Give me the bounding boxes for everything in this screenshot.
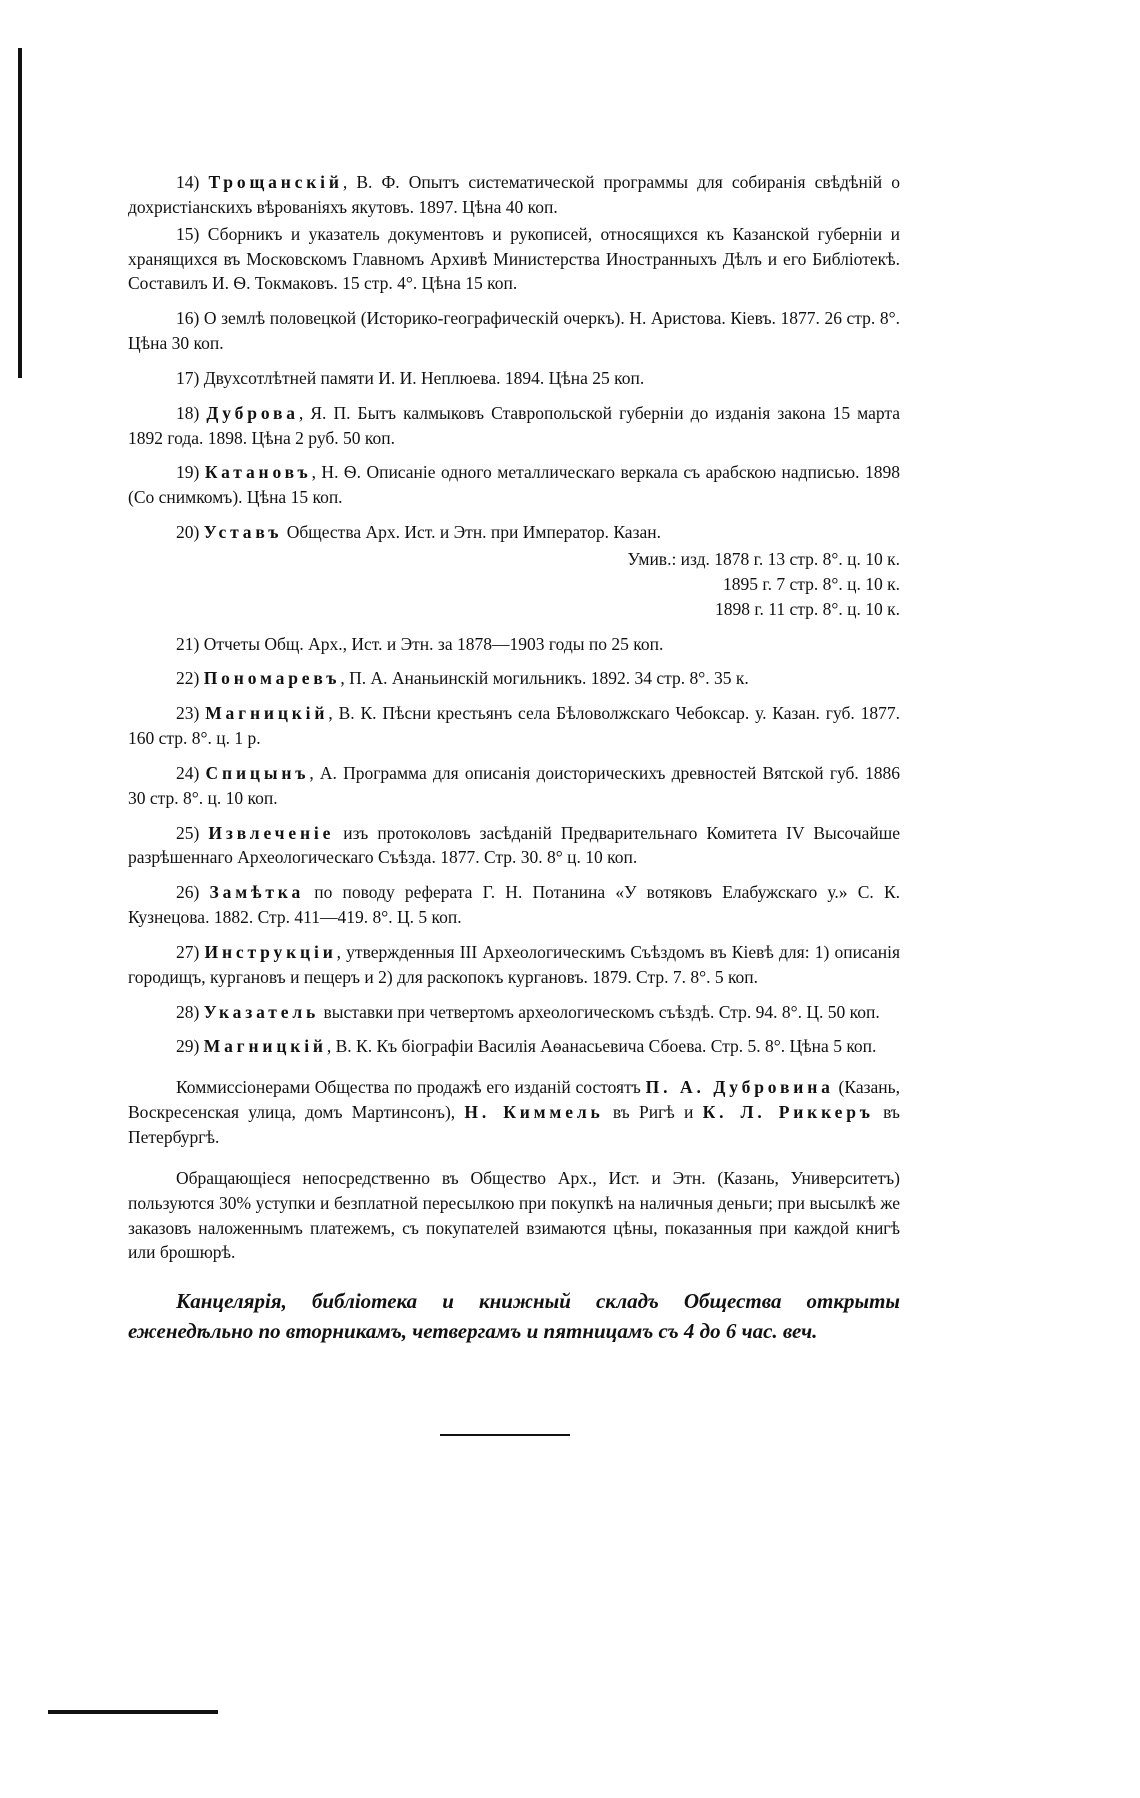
entry-21: 21) Отчеты Общ. Арх., Ист. и Этн. за 1878—1903 годы по 25 коп.	[176, 633, 664, 654]
price-line: 1895 г. 7 стр. 8°. ц. 10 к.	[723, 573, 900, 594]
entry-25: 25) Извлеченіе изъ протоколовъ засѣданій Предварительнаго Комитета IV Высочайше разрѣшеннаго Археологическаго Съѣзда. 1877. Стр. 30. 8° ц. 10 коп.	[128, 822, 900, 868]
commission-agents-note: Коммиссіонерами Общества по продажѣ его изданій состоятъ П. А. Дубровина (Казань, Воскресенская улица, домъ Мартинсонъ), Н. Киммель въ Ригѣ и К. Л. Риккеръ въ Петербургѣ.	[128, 1077, 900, 1147]
entry-29: 29) Магницкій, В. К. Къ біографіи Василія Аѳанасьевича Сбоева. Стр. 5. 8°. Цѣна 5 коп.	[176, 1036, 877, 1057]
office-hours-note: Канцелярія, библіотека и книжный складъ Общества открыты еженедѣльно по вторникамъ, четвергамъ и пятницамъ съ 4 до 6 час. веч.	[128, 1289, 900, 1343]
entry-19: 19) Катановъ, Н. Ѳ. Описаніе одного металлическаго веркала съ арабскою надписью. 1898 (Со снимкомъ). Цѣна 15 коп.	[128, 462, 900, 508]
entry-24: 24) Спицынъ, А. Программа для описанія доисторическихъ древностей Вятской губ. 1886 30 стр. 8°. ц. 10 коп.	[128, 762, 901, 808]
ustav-price-list	[128, 547, 900, 622]
entry-15: 15) Сборникъ и указатель документовъ и рукописей, относящихся къ Казанской губерніи и хранящихся въ Московскомъ Главномъ Архивѣ Министерства Иностранныхъ Дѣлъ и его Библіотекѣ. Составилъ И. Ѳ. Токмаковъ. 15 стр. 4°. Цѣна 15 коп.	[128, 223, 900, 294]
entry-23: 23) Магницкій, В. К. Пѣсни крестьянъ села Бѣловолжскаго Чебоксар. у. Казан. губ. 1877. 160 стр. 8°. ц. 1 р.	[128, 703, 900, 749]
price-line: 1898 г. 11 стр. 8°. ц. 10 к.	[714, 598, 900, 619]
closing-rule	[440, 1434, 570, 1436]
entry-26: 26) Замѣтка по поводу реферата Г. Н. Потанина «У вотяковъ Елабужскаго у.» С. К. Кузнецова. 1882. Стр. 411—419. 8°. Ц. 5 коп.	[128, 882, 900, 928]
document-page	[128, 170, 900, 1367]
entry-22: 22) Пономаревъ, П. А. Ананьинскій могильникъ. 1892. 34 стр. 8°. 35 к.	[176, 668, 749, 689]
entry-27: 27) Инструкціи, утвержденныя III Археологическимъ Съѣздомъ въ Кіевѣ для: 1) описанія городищъ, кургановъ и пещеръ и 2) для раскопокъ кургановъ. 1879. Стр. 7. 8°. 5 коп.	[128, 941, 900, 987]
discount-note: Обращающіеся непосредственно въ Общество Арх., Ист. и Этн. (Казань, Университетъ) пользуются 30% уступки и безплатной пересылкою при покупкѣ на наличныя деньги; при высылкѣ же заказовъ наложеннымъ платежемъ, съ покупателей взимаются цѣны, показанныя при каждой книгѣ или брошюрѣ.	[128, 1167, 900, 1263]
scan-bottom-mark	[48, 1710, 218, 1714]
entry-14: 14) Трощанскій, В. Ф. Опытъ систематической программы для собиранія свѣдѣній о дохристіанскихъ вѣрованіяхъ якутовъ. 1897. Цѣна 40 коп.	[128, 172, 900, 217]
scan-edge-mark	[18, 48, 22, 378]
entry-20: 20) Уставъ Общества Арх. Ист. и Этн. при Император. Казан.	[176, 522, 661, 543]
entry-28: 28) Указатель выставки при четвертомъ археологическомъ съѣздѣ. Стр. 94. 8°. Ц. 50 коп.	[176, 1001, 880, 1022]
entry-18: 18) Дуброва, Я. П. Бытъ калмыковъ Ставропольской губерніи до изданія закона 15 марта 1892 года. 1898. Цѣна 2 руб. 50 коп.	[128, 402, 900, 448]
entry-16: 16) О землѣ половецкой (Историко-географическій очеркъ). Н. Аристова. Кіевъ. 1877. 26 стр. 8°. Цѣна 30 коп.	[128, 308, 901, 354]
entry-17: 17) Двухсотлѣтней памяти И. И. Неплюева. 1894. Цѣна 25 коп.	[176, 367, 645, 388]
price-line: Умив.: изд. 1878 г. 13 стр. 8°. ц. 10 к.	[627, 548, 900, 569]
